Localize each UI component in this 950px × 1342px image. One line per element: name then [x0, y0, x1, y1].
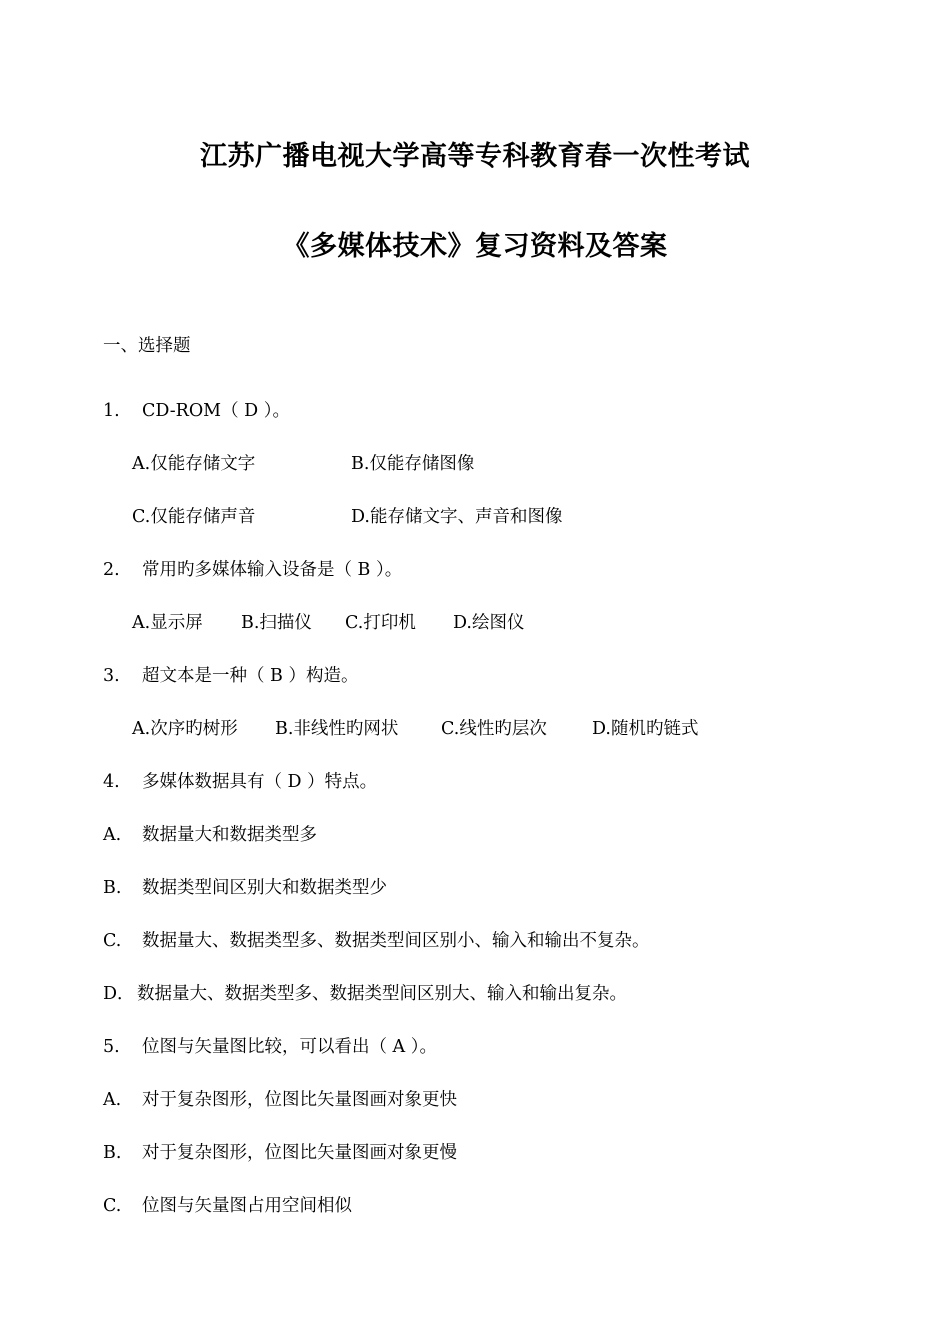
question-3: [103, 665, 359, 687]
question-stem: 常用旳多媒体输入设备是（ B ）。: [142, 560, 403, 580]
question-3-option-b: B.非线性旳网状: [275, 719, 399, 739]
question-number: 2.: [103, 560, 120, 580]
option-letter: D．: [103, 984, 135, 1004]
question-4-option-d: [103, 983, 627, 1005]
question-2-option-c: C.打印机: [345, 613, 416, 633]
question-5: [103, 1036, 437, 1058]
question-5-option-b: [103, 1142, 457, 1164]
question-1-option-a: A.仅能存储文字: [132, 454, 256, 474]
option-text: 对于复杂图形，位图比矢量图画对象更快: [142, 1090, 457, 1110]
question-3-option-a: A.次序旳树形: [132, 719, 238, 739]
document-title-line-2: 《多媒体技术》复习资料及答案: [282, 231, 668, 262]
section-heading: 一、选择题: [103, 336, 191, 356]
document-title-line-1: 江苏广播电视大学高等专科教育春一次性考试: [200, 141, 750, 172]
option-letter: C.: [103, 931, 122, 951]
question-stem: 超文本是一种（ B ）构造。: [142, 666, 359, 686]
question-5-option-a: [103, 1089, 457, 1111]
option-letter: C.: [103, 1196, 122, 1216]
question-number: 5.: [103, 1037, 120, 1057]
question-stem: CD-ROM（ D ）。: [142, 401, 291, 421]
question-3-option-d: D.随机旳链式: [592, 719, 699, 739]
question-4: [103, 771, 377, 793]
option-text: 数据量大、数据类型多、数据类型间区别大、输入和输出复杂。: [137, 984, 627, 1004]
question-2-option-a: A.显示屏: [132, 613, 203, 633]
question-1-option-d: D.能存储文字、声音和图像: [351, 507, 563, 527]
question-5-option-c: [103, 1195, 352, 1217]
question-1: [103, 400, 290, 422]
option-letter: A.: [103, 825, 122, 845]
question-2-option-b: B.扫描仪: [241, 613, 312, 633]
option-text: 数据类型间区别大和数据类型少: [142, 878, 387, 898]
option-letter: B.: [103, 878, 122, 898]
question-stem: 位图与矢量图比较，可以看出（ A ）。: [142, 1037, 438, 1057]
option-letter: A.: [103, 1090, 122, 1110]
option-text: 对于复杂图形，位图比矢量图画对象更慢: [142, 1143, 457, 1163]
question-4-option-b: [103, 877, 387, 899]
question-1-option-c: C.仅能存储声音: [132, 507, 256, 527]
question-stem: 多媒体数据具有（ D ）特点。: [142, 772, 378, 792]
question-2-option-d: D.绘图仪: [453, 613, 525, 633]
question-4-option-a: [103, 824, 317, 846]
question-1-option-b: B.仅能存储图像: [351, 454, 475, 474]
option-letter: B.: [103, 1143, 122, 1163]
question-number: 3.: [103, 666, 120, 686]
question-3-option-c: C.线性旳层次: [441, 719, 547, 739]
option-text: 位图与矢量图占用空间相似: [142, 1196, 352, 1216]
question-2: [103, 559, 402, 581]
option-text: 数据量大和数据类型多: [142, 825, 317, 845]
question-number: 4.: [103, 772, 120, 792]
question-4-option-c: [103, 930, 650, 952]
option-text: 数据量大、数据类型多、数据类型间区别小、输入和输出不复杂。: [142, 931, 650, 951]
question-number: 1.: [103, 401, 120, 421]
